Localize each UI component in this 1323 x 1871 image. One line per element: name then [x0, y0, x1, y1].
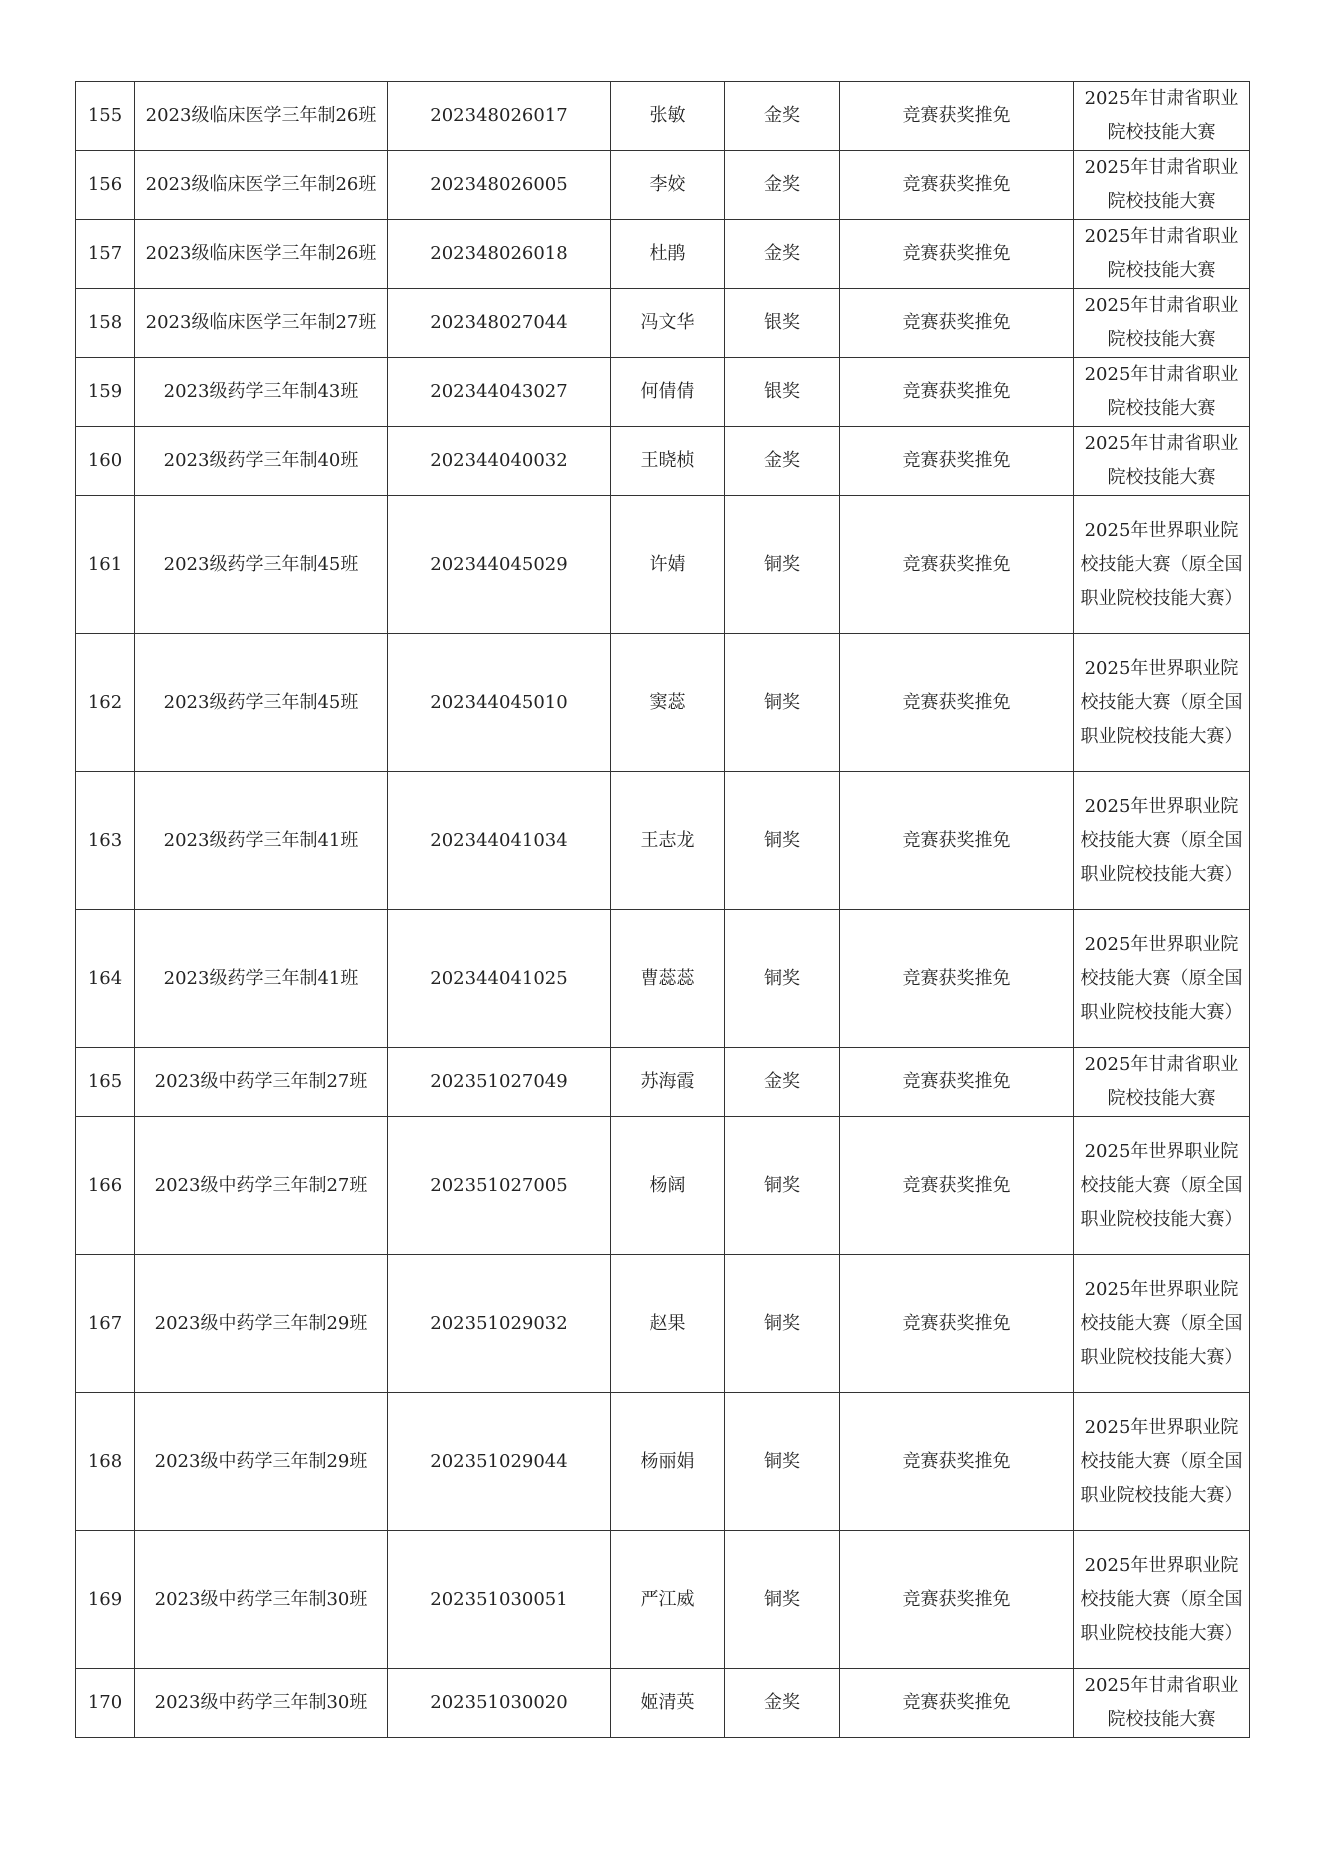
student-id-cell: 202344045010	[388, 634, 611, 772]
recommendation-type-cell: 竞赛获奖推免	[840, 910, 1074, 1048]
student-name-cell: 杨丽娟	[611, 1393, 725, 1531]
recommendation-type-cell: 竞赛获奖推免	[840, 151, 1074, 220]
student-name-cell: 杨阔	[611, 1117, 725, 1255]
student-name-cell: 曹蕊蕊	[611, 910, 725, 1048]
award-cell: 铜奖	[725, 1393, 840, 1531]
table-row	[76, 82, 1250, 151]
student-name-cell: 张敏	[611, 82, 725, 151]
student-id-cell: 202344045029	[388, 496, 611, 634]
student-id-cell: 202351027049	[388, 1048, 611, 1117]
student-id-cell: 202348026005	[388, 151, 611, 220]
class-cell: 2023级药学三年制45班	[135, 496, 388, 634]
student-id-cell: 202344043027	[388, 358, 611, 427]
row-number: 163	[76, 772, 135, 910]
student-id-cell: 202348026017	[388, 82, 611, 151]
row-number: 165	[76, 1048, 135, 1117]
row-number: 161	[76, 496, 135, 634]
award-cell: 铜奖	[725, 1531, 840, 1669]
award-cell: 铜奖	[725, 1117, 840, 1255]
contest-cell: 2025年世界职业院校技能大赛（原全国职业院校技能大赛）	[1074, 1531, 1250, 1669]
row-number: 158	[76, 289, 135, 358]
table-row	[76, 910, 1250, 1048]
student-name-cell: 许婧	[611, 496, 725, 634]
recommendation-type-cell: 竞赛获奖推免	[840, 358, 1074, 427]
class-cell: 2023级临床医学三年制26班	[135, 82, 388, 151]
student-name-cell: 王晓桢	[611, 427, 725, 496]
recommendation-type-cell: 竞赛获奖推免	[840, 1531, 1074, 1669]
student-id-cell: 202351029032	[388, 1255, 611, 1393]
class-cell: 2023级药学三年制43班	[135, 358, 388, 427]
row-number: 168	[76, 1393, 135, 1531]
recommendation-type-cell: 竞赛获奖推免	[840, 1669, 1074, 1738]
contest-cell: 2025年甘肃省职业院校技能大赛	[1074, 358, 1250, 427]
table-row	[76, 220, 1250, 289]
class-cell: 2023级中药学三年制29班	[135, 1255, 388, 1393]
recommendation-type-cell: 竞赛获奖推免	[840, 1393, 1074, 1531]
table-row	[76, 1255, 1250, 1393]
row-number: 160	[76, 427, 135, 496]
contest-cell: 2025年世界职业院校技能大赛（原全国职业院校技能大赛）	[1074, 772, 1250, 910]
contest-cell: 2025年世界职业院校技能大赛（原全国职业院校技能大赛）	[1074, 1255, 1250, 1393]
student-name-cell: 王志龙	[611, 772, 725, 910]
class-cell: 2023级中药学三年制30班	[135, 1531, 388, 1669]
table-row	[76, 427, 1250, 496]
class-cell: 2023级临床医学三年制27班	[135, 289, 388, 358]
contest-cell: 2025年甘肃省职业院校技能大赛	[1074, 1669, 1250, 1738]
student-id-cell: 202348027044	[388, 289, 611, 358]
table-row	[76, 1117, 1250, 1255]
recommendation-type-cell: 竞赛获奖推免	[840, 220, 1074, 289]
class-cell: 2023级临床医学三年制26班	[135, 151, 388, 220]
student-id-cell: 202344040032	[388, 427, 611, 496]
recommendation-type-cell: 竞赛获奖推免	[840, 1048, 1074, 1117]
recommendation-type-cell: 竞赛获奖推免	[840, 496, 1074, 634]
recommendation-type-cell: 竞赛获奖推免	[840, 634, 1074, 772]
recommendation-type-cell: 竞赛获奖推免	[840, 289, 1074, 358]
award-cell: 铜奖	[725, 634, 840, 772]
award-cell: 金奖	[725, 220, 840, 289]
table-row	[76, 1048, 1250, 1117]
table-row	[76, 1531, 1250, 1669]
table-row	[76, 289, 1250, 358]
row-number: 155	[76, 82, 135, 151]
class-cell: 2023级药学三年制41班	[135, 910, 388, 1048]
student-name-cell: 李姣	[611, 151, 725, 220]
award-cell: 银奖	[725, 289, 840, 358]
row-number: 166	[76, 1117, 135, 1255]
class-cell: 2023级中药学三年制27班	[135, 1048, 388, 1117]
award-cell: 金奖	[725, 1048, 840, 1117]
student-id-cell: 202344041034	[388, 772, 611, 910]
table-row	[76, 151, 1250, 220]
contest-cell: 2025年甘肃省职业院校技能大赛	[1074, 220, 1250, 289]
recommendation-table	[75, 81, 1250, 1738]
row-number: 157	[76, 220, 135, 289]
contest-cell: 2025年世界职业院校技能大赛（原全国职业院校技能大赛）	[1074, 910, 1250, 1048]
student-id-cell: 202348026018	[388, 220, 611, 289]
student-id-cell: 202351030051	[388, 1531, 611, 1669]
contest-cell: 2025年甘肃省职业院校技能大赛	[1074, 427, 1250, 496]
award-cell: 铜奖	[725, 772, 840, 910]
contest-cell: 2025年世界职业院校技能大赛（原全国职业院校技能大赛）	[1074, 1117, 1250, 1255]
student-name-cell: 杜鹃	[611, 220, 725, 289]
contest-cell: 2025年世界职业院校技能大赛（原全国职业院校技能大赛）	[1074, 496, 1250, 634]
table-row	[76, 772, 1250, 910]
student-id-cell: 202351027005	[388, 1117, 611, 1255]
table-row	[76, 496, 1250, 634]
recommendation-type-cell: 竞赛获奖推免	[840, 82, 1074, 151]
award-cell: 金奖	[725, 1669, 840, 1738]
award-cell: 金奖	[725, 82, 840, 151]
class-cell: 2023级中药学三年制27班	[135, 1117, 388, 1255]
table-body	[76, 82, 1250, 1738]
contest-cell: 2025年甘肃省职业院校技能大赛	[1074, 82, 1250, 151]
row-number: 167	[76, 1255, 135, 1393]
recommendation-type-cell: 竞赛获奖推免	[840, 427, 1074, 496]
student-name-cell: 苏海霞	[611, 1048, 725, 1117]
student-id-cell: 202351030020	[388, 1669, 611, 1738]
student-id-cell: 202344041025	[388, 910, 611, 1048]
student-name-cell: 冯文华	[611, 289, 725, 358]
class-cell: 2023级中药学三年制30班	[135, 1669, 388, 1738]
contest-cell: 2025年世界职业院校技能大赛（原全国职业院校技能大赛）	[1074, 1393, 1250, 1531]
row-number: 164	[76, 910, 135, 1048]
row-number: 159	[76, 358, 135, 427]
recommendation-type-cell: 竞赛获奖推免	[840, 1255, 1074, 1393]
recommendation-type-cell: 竞赛获奖推免	[840, 1117, 1074, 1255]
student-name-cell: 赵果	[611, 1255, 725, 1393]
row-number: 169	[76, 1531, 135, 1669]
student-name-cell: 严江威	[611, 1531, 725, 1669]
class-cell: 2023级药学三年制40班	[135, 427, 388, 496]
award-cell: 金奖	[725, 427, 840, 496]
student-name-cell: 何倩倩	[611, 358, 725, 427]
table-row	[76, 634, 1250, 772]
contest-cell: 2025年甘肃省职业院校技能大赛	[1074, 151, 1250, 220]
award-cell: 铜奖	[725, 910, 840, 1048]
contest-cell: 2025年甘肃省职业院校技能大赛	[1074, 1048, 1250, 1117]
award-cell: 铜奖	[725, 496, 840, 634]
award-cell: 铜奖	[725, 1255, 840, 1393]
student-id-cell: 202351029044	[388, 1393, 611, 1531]
student-name-cell: 窦蕊	[611, 634, 725, 772]
student-name-cell: 姬清英	[611, 1669, 725, 1738]
contest-cell: 2025年甘肃省职业院校技能大赛	[1074, 289, 1250, 358]
recommendation-type-cell: 竞赛获奖推免	[840, 772, 1074, 910]
award-cell: 金奖	[725, 151, 840, 220]
contest-cell: 2025年世界职业院校技能大赛（原全国职业院校技能大赛）	[1074, 634, 1250, 772]
row-number: 162	[76, 634, 135, 772]
row-number: 156	[76, 151, 135, 220]
table-row	[76, 358, 1250, 427]
class-cell: 2023级药学三年制41班	[135, 772, 388, 910]
class-cell: 2023级中药学三年制29班	[135, 1393, 388, 1531]
class-cell: 2023级临床医学三年制26班	[135, 220, 388, 289]
table-row	[76, 1393, 1250, 1531]
award-cell: 银奖	[725, 358, 840, 427]
row-number: 170	[76, 1669, 135, 1738]
class-cell: 2023级药学三年制45班	[135, 634, 388, 772]
table-row	[76, 1669, 1250, 1738]
